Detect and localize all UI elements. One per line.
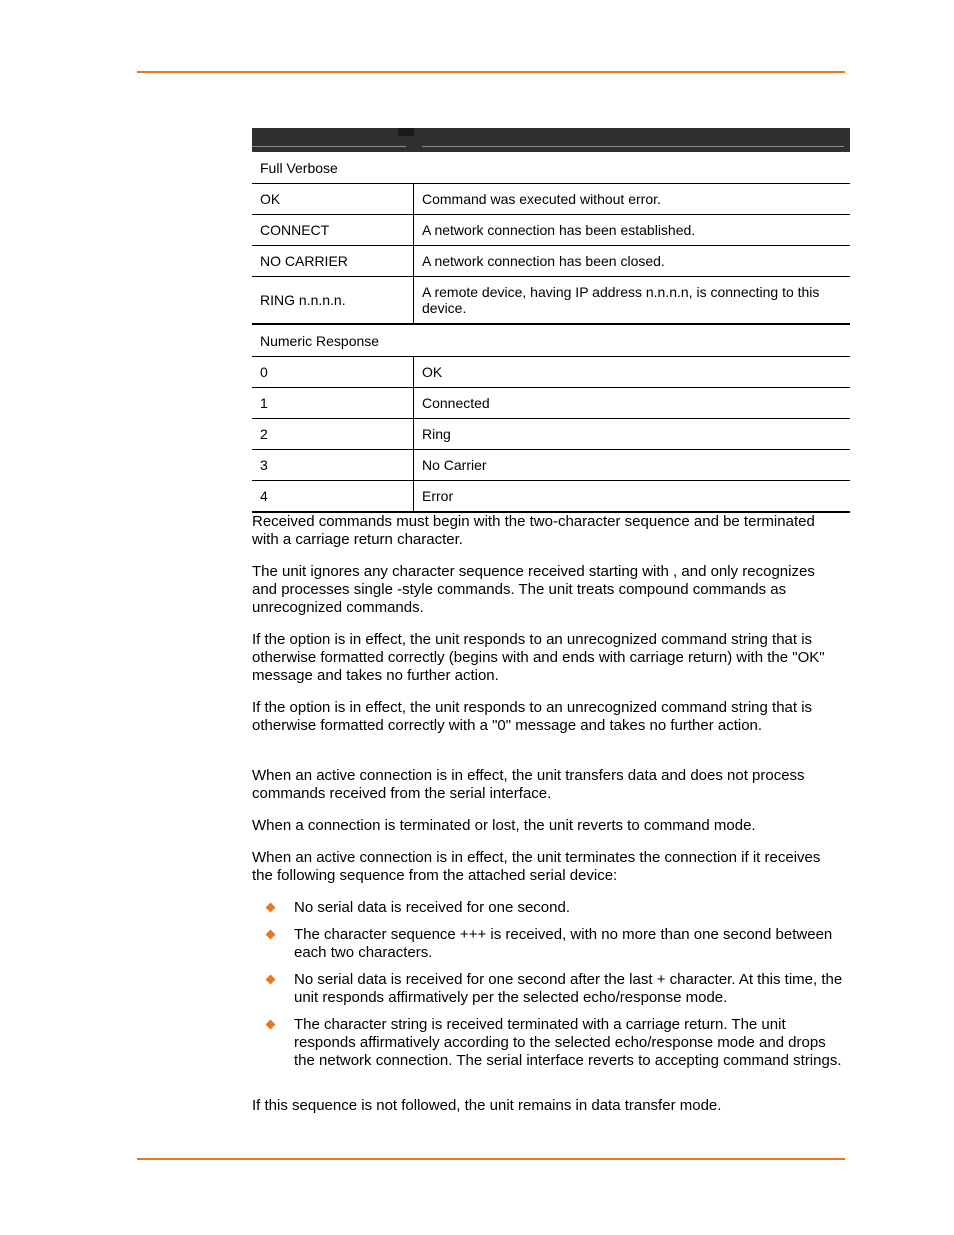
response-code: 2 (252, 419, 414, 450)
table-row (252, 450, 850, 481)
response-code: OK (252, 184, 414, 215)
response-code: 3 (252, 450, 414, 481)
response-description: Ring (414, 419, 851, 450)
paragraph-numeric-option: If the option is in effect, the unit responds to an unrecognized command string that is otherwise formatted correctly with a "0" message and takes no further action. (252, 699, 813, 734)
table-header-cell-code (252, 128, 414, 152)
paragraph-data-transfer-mode: If this sequence is not followed, the unit remains in data transfer mode. (252, 1097, 722, 1114)
response-description: Connected (414, 388, 851, 419)
paragraph-active-connection: When an active connection is in effect, the unit transfers data and does not process commands received from the serial interface. (252, 767, 805, 802)
bullet-text: No serial data is received for one second. (294, 899, 570, 916)
table-group-row (252, 152, 850, 184)
orange-diamond-bullet-icon (266, 1020, 276, 1030)
paragraph-verbose-option: If the option is in effect, the unit responds to an unrecognized command string that is otherwise formatted correctly (begins with and ends with carriage return) with the "OK" message and takes no further action. (252, 631, 825, 684)
table-header-cell-description (414, 128, 851, 152)
list-item (265, 971, 845, 1007)
table-row (252, 481, 850, 513)
bullet-text: The character string is received terminated with a carriage return. The unit responds affirmatively according to the selected echo/response mode and drops the network connection. The serial interface reverts to accepting command strings. (294, 1016, 842, 1069)
orange-diamond-bullet-icon (266, 930, 276, 940)
table-row (252, 246, 850, 277)
paragraph-command-prefix: Received commands must begin with the two-character sequence and be terminated with a carriage return character. (252, 513, 815, 548)
response-description: A network connection has been established. (414, 215, 851, 246)
list-item (265, 899, 845, 917)
bullet-text: The character sequence +++ is received, with no more than one second between each two characters. (294, 926, 833, 961)
response-code: RING n.n.n.n. (252, 277, 414, 325)
table-row (252, 184, 850, 215)
paragraph-ignored-sequences: The unit ignores any character sequence received starting with , and only recognizes and processes single -style commands. The unit treats compound commands as unrecognized commands. (252, 563, 815, 616)
orange-diamond-bullet-icon (266, 975, 276, 985)
response-code: CONNECT (252, 215, 414, 246)
response-description: Command was executed without error. (414, 184, 851, 215)
group-label-full-verbose: Full Verbose (252, 152, 850, 184)
response-code: 0 (252, 357, 414, 388)
response-code: 4 (252, 481, 414, 513)
response-description: Error (414, 481, 851, 513)
response-table (252, 128, 850, 513)
orange-diamond-bullet-icon (266, 903, 276, 913)
list-item (265, 1016, 845, 1070)
response-description: A remote device, having IP address n.n.n.n, is connecting to this device. (414, 277, 851, 325)
header-rule (137, 71, 845, 73)
termination-bullet-list (265, 899, 845, 1070)
table-header-row (252, 128, 850, 152)
response-description: No Carrier (414, 450, 851, 481)
list-item (265, 926, 845, 962)
response-code: 1 (252, 388, 414, 419)
response-description: A network connection has been closed. (414, 246, 851, 277)
table-group-row (252, 324, 850, 357)
paragraph-connection-lost: When a connection is terminated or lost, the unit reverts to command mode. (252, 817, 756, 834)
paragraph-terminate-sequence: When an active connection is in effect, the unit terminates the connection if it receives the following sequence from the attached serial device: (252, 849, 821, 884)
table-row (252, 388, 850, 419)
group-label-numeric-response: Numeric Response (252, 324, 850, 357)
table-row (252, 277, 850, 325)
bullet-text: No serial data is received for one second after the last + character. At this time, the unit responds affirmatively per the selected echo/response mode. (294, 971, 843, 1006)
footer-rule (137, 1158, 845, 1160)
response-code: NO CARRIER (252, 246, 414, 277)
table-row (252, 357, 850, 388)
table-row (252, 419, 850, 450)
table-row (252, 215, 850, 246)
response-description: OK (414, 357, 851, 388)
